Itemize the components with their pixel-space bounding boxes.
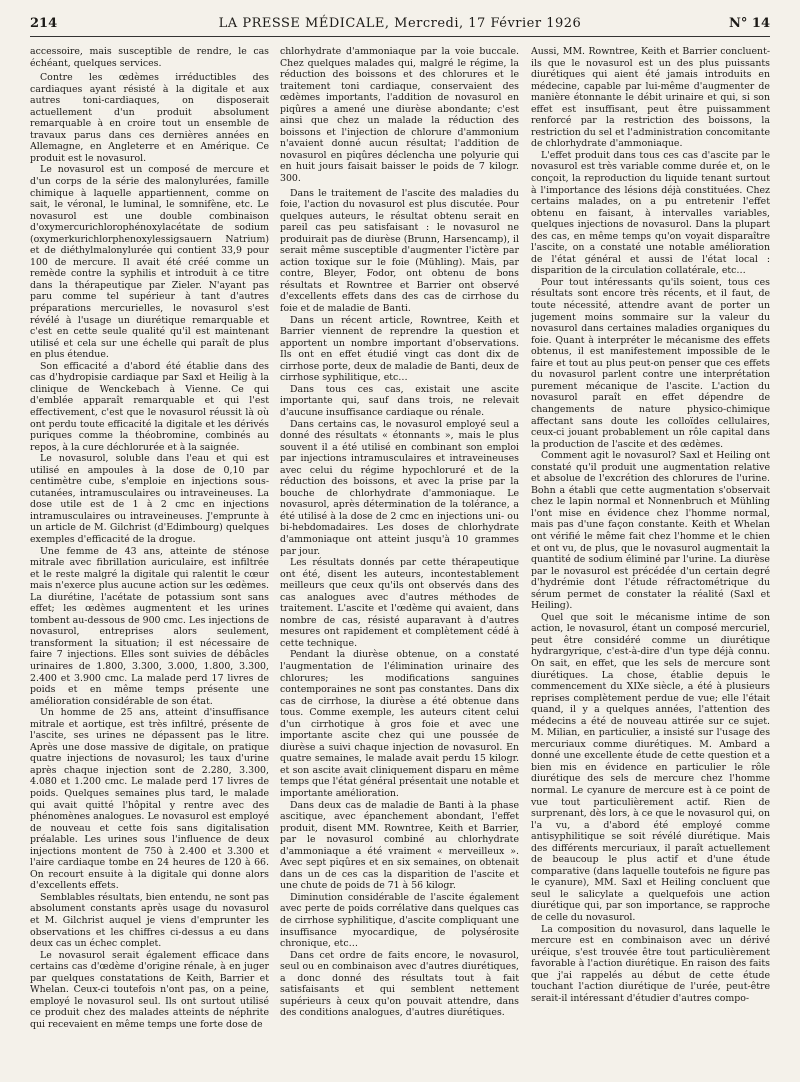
paragraph: Pendant la diurèse obtenue, on a constaté l'augmentation de l'élimination urinaire des chlorures; les modifications sanguines contemporaines ne sont pas constantes. Dans dix cas de cirrhose, la diurèse a été obtenue dans tous. Comme exemple, les auteurs citent celui d'un cirrhotique à gros foie et avec une importante ascite chez qui une poussée de diurèse a suivi chaque injection de novasurol. En quatre semaines, le malade avait perdu 15 kilogr. et son ascite avait cliniquement disparu en même temps que l'état général présentait une notable et importante amélioration.	[280, 649, 519, 799]
text-column-3	[531, 46, 770, 1074]
paragraph: Pour tout intéressants qu'ils soient, tous ces résultats sont encore très récents, et il faut, de toute nécessité, attendre avant de porter un jugement moins sommaire sur la valeur du novasurol dans certaines maladies organiques du foie. Quant à interpréter le mécanisme des effets obtenus, il est manifestement impossible de le faire et tout au plus peut-on penser que ces effets du novasurol parlent contre une interprétation purement mécanique de l'ascite. L'action du novasurol paraît en effet dépendre de changements de nature physico-chimique affectant sans doute les colloïdes cellulaires, ceux-ci jouant probablement un rôle capital dans la production de l'ascite et des œdèmes.	[531, 276, 770, 450]
paragraph: Le novasurol est un composé de mercure et d'un corps de la série des malonylurées, famille chimique à laquelle appartiennent, comme on sait, le véronal, le luminal, le somnifène, etc. Le novasurol est une double combinaison d'oxymercurichlorophénoxylacétate de sodium (oxymerkurichlorphenoxylessigsauern Natrium) et de diéthylmalonylurée qui contient 33,9 pour 100 de mercure. Il avait été créé comme un remède contre la syphilis et introduit à ce titre dans la thérapeutique par Zieler. N'ayant pas paru comme tel supérieur à tant d'autres préparations mercurielles, le novasurol s'est révélé à l'usage un diurétique remarquable et c'est en cette seule qualité qu'il est maintenant utilisé et cela sur une échelle qui paraît de plus en plus étendue.	[30, 164, 269, 361]
paragraph: Dans cet ordre de faits encore, le novasurol, seul ou en combinaison avec d'autres diurétiques, a donc donné des résultats tout à fait satisfaisants et qui semblent nettement supérieurs à ceux qu'on pouvait attendre, dans des conditions analogues, d'autres diurétiques.	[280, 949, 519, 1019]
paragraph: Comment agit le novasurol? Saxl et Heiling ont constaté qu'il produit une augmentation relative et absolue de l'excrétion des chlorures de l'urine. Bohn a établi que cette augmentation s'observait chez le lapin normal et Nonnenbruch et Mühling l'ont mise en évidence chez l'homme normal, mais pas d'une façon constante. Keith et Whelan ont vérifié le même fait chez l'homme et le chien et ont vu, de plus, que le novasurol augmentait la quantité de sodium éliminé par l'urine. La diurèse par le novasurol est précédée d'un certain degré d'hydrémie dont l'étude réfractométrique du sérum permet de constater la réalité (Saxl et Heiling).	[531, 450, 770, 612]
paragraph: Quel que soit le mécanisme intime de son action, le novasurol, étant un composé mercuriel, peut être considéré comme un diurétique hydrargyrique, c'est-à-dire d'un type déjà connu. On sait, en effet, que les sels de mercure sont diurétiques. La chose, établie depuis le commencement du XIXe siècle, a été à plusieurs reprises complètement perdue de vue; elle l'était quand, il y a quelques années, l'attention des médecins a été de nouveau attirée sur ce sujet. M. Milian, en particulier, a insisté sur l'usage des mercuriaux comme diurétiques. M. Ambard a donné une excellente étude de cette question et a bien mis en évidence en particulier le rôle diurétique des sels de mercure chez l'homme normal. Le cyanure de mercure est à ce point de vue tout particulièrement actif. Rien de surprenant, dès lors, à ce que le novasurol qui, on l'a vu, a d'abord été employé comme antisyphilitique se soit révélé diurétique. Mais des différents mercuriaux, il paraît actuellement de beaucoup le plus actif et d'une étude comparative (dans laquelle toutefois ne figure pas le cyanure), MM. Saxl et Heiling concluent que seul le salicylate a quelquefois une action diurétique qui, par son importance, se rapproche de celle du novasurol.	[531, 611, 770, 924]
paragraph: Un homme de 25 ans, atteint d'insuffisance mitrale et aortique, est très infiltré, présente de l'ascite, ses urines ne dépassent pas le litre. Après une dose massive de digitale, on pratique quatre injections de novasurol; les taux d'urine après chaque injection sont de 2.280, 3.300, 4.080 et 1.200 cmc. Le malade perd 17 livres de poids. Quelques semaines plus tard, le malade qui avait quitté l'hôpital y rentre avec des phénomènes analogues. Le novasurol est employé de nouveau et cette fois sans digitalisation préalable. Les urines sous l'influence de deux injections montent de 750 à 2.400 et 3.300 et l'aire cardiaque tombe en 24 heures de 120 à 66. On recourt ensuite à la digitale qui donne alors d'excellents effets.	[30, 707, 269, 892]
paragraph: Son efficacité a d'abord été établie dans des cas d'hydropisie cardiaque par Saxl et Heilig à la clinique de Wenckebach à Vienne. Ce qui d'emblée apparaît remarquable et qui l'est effectivement, c'est que le novasurol réussit là où ont perdu toute efficacité la digitale et les dérivés puriques comme la théobromine, combinés au repos, à la cure déchlorurée et à la saignée.	[30, 360, 269, 453]
paragraph: Les résultats donnés par cette thérapeutique ont été, disent les auteurs, incontestablement meilleurs que ceux qu'ils ont observés dans des cas analogues avec d'autres méthodes de traitement. L'ascite et l'œdème qui avaient, dans nombre de cas, résisté auparavant à d'autres mesures ont rapidement et complètement cédé à cette technique.	[280, 557, 519, 649]
paragraph: Dans tous ces cas, existait une ascite importante qui, sauf dans trois, ne relevait d'aucune insuffisance cardiaque ou rénale.	[280, 383, 519, 418]
paragraph: chlorhydrate d'ammoniaque par la voie buccale. Chez quelques malades qui, malgré le régime, la réduction des boissons et des chlorures et le traitement toni cardiaque, conservaient des œdèmes importants, l'addition de novasurol en piqûres a amené une diurèse abondante; c'est ainsi que chez un malade la réduction des boissons et l'injection de chlorure d'ammonium n'avaient donné aucun résultat; l'addition de novasurol en piqûres déclencha une polyurie qui en huit jours faisait baisser le poids de 7 kilogr. 300.	[280, 46, 519, 185]
paragraph: Aussi, MM. Rowntree, Keith et Barrier concluent-ils que le novasurol est un des plus puissants diurétiques qui aient été jamais introduits en médecine, capable par lui-même d'augmenter de manière étonnante le débit urinaire et qui, si son effet est insuffisant, peut être puissamment renforcé par la restriction des boissons, la restriction du sel et l'administration concomitante de chlorhydrate d'ammoniaque.	[531, 46, 770, 150]
page-header	[30, 14, 770, 37]
journal-running-title: LA PRESSE MÉDICALE, Mercredi, 17 Février 1926	[218, 16, 582, 31]
paragraph: Semblables résultats, bien entendu, ne sont pas absolument constants après usage du novasurol et M. Gilchrist auquel je viens d'emprunter les observations et les chiffres ci-dessus a eu dans deux cas un échec complet.	[30, 891, 269, 950]
paragraph: Contre les œdèmes irréductibles des cardiaques ayant résisté à la digitale et aux autres toni-cardiaques, on disposerait actuellement d'un produit absolument remarquable à en croire tout un ensemble de travaux parus dans ces dernières années en Allemagne, en Angleterre et en Amérique. Ce produit est le novasurol.	[30, 72, 269, 164]
page-number: 214	[30, 16, 58, 31]
paragraph: Une femme de 43 ans, atteinte de sténose mitrale avec fibrillation auriculaire, est infiltrée et le reste malgré la digitale qui ralentit le cœur mais n'exerce plus aucune action sur les œdèmes. La diurétine, l'acétate de potassium sont sans effet; les œdèmes augmentent et les urines tombent au-dessous de 900 cmc. Les injections de novasurol, entreprises alors seulement, transforment la situation; il est nécessaire de faire 7 injections. Elles sont suivies de débâcles urinaires de 1.800, 3.300, 3.000, 1.800, 3.300, 2.400 et 3.900 cmc. La malade perd 17 livres de poids et en même temps présente une amélioration considérable de son état.	[30, 545, 269, 707]
paragraph: Dans un récent article, Rowntree, Keith et Barrier viennent de reprendre la question et apportent un nombre important d'observations. Ils ont en effet étudié vingt cas dont dix de cirrhose porte, deux de maladie de Banti, deux de cirrhose syphilitique, etc…	[280, 314, 519, 384]
paragraph: L'effet produit dans tous ces cas d'ascite par le novasurol est très variable comme durée et, on le conçoit, la reproduction du liquide tenant surtout à l'importance des lésions déjà constituées. Chez certains malades, on a pu entretenir l'effet obtenu en faisant, à intervalles variables, quelques injections de novasurol. Dans la plupart des cas, en même temps qu'on voyait disparaître l'ascite, on a constaté une notable amélioration de l'état général et aussi de l'état local : disparition de la circulation collatérale, etc…	[531, 149, 770, 277]
issue-number: N° 14	[729, 16, 770, 31]
text-column-1	[30, 46, 269, 1074]
paragraph: accessoire, mais susceptible de rendre, le cas échéant, quelques services.	[30, 46, 269, 69]
paragraph: Le novasurol serait également efficace dans certains cas d'œdème d'origine rénale, à en juger par quelques constatations de Keith, Barrier et Whelan. Ceux-ci toutefois n'ont pas, on a peine, employé le novasurol seul. Ils ont surtout utilisé ce produit chez des malades atteints de néphrite qui recevaient en même temps une forte dose de	[30, 949, 269, 1030]
paragraph: Le novasurol, soluble dans l'eau et qui est utilisé en ampoules à la dose de 0,10 par centimètre cube, s'emploie en injections sous-cutanées, intramusculaires ou intraveineuses. La dose utile est de 1 à 2 cmc en injections intramusculaires ou intraveineuses. J'emprunte à un article de M. Gilchrist (d'Edimbourg) quelques exemples d'efficacité de la drogue.	[30, 453, 269, 545]
paragraph: Diminution considérable de l'ascite également avec perte de poids corrélative dans quelques cas de cirrhose syphilitique, d'ascite compliquant une insuffisance myocardique, de polysérosite chronique, etc…	[280, 891, 519, 950]
paragraph: Dans certains cas, le novasurol employé seul a donné des résultats « étonnants », mais le plus souvent il a été utilisé en combinant son emploi par injections intramusculaires et intraveineuses avec celui du régime hypochloruré et de la réduction des boissons, et avec la prise par la bouche de chlorhydrate d'ammoniaque. Le novasurol, après détermination de la tolérance, a été utilisé à la dose de 2 cmc en injections uni- ou bi-hebdomadaires. Les doses de chlorhydrate d'ammoniaque ont atteint jusqu'à 10 grammes par jour.	[280, 418, 519, 557]
paragraph: Dans deux cas de maladie de Banti à la phase ascitique, avec épanchement abondant, l'effet produit, disent MM. Rowntree, Keith et Barrier, par le novasurol combiné au chlorhydrate d'ammoniaque a été vraiment « merveilleux ». Avec sept piqûres et en six semaines, on obtenait dans un de ces cas la disparition de l'ascite et une chute de poids de 71 à 56 kilogr.	[280, 799, 519, 892]
paragraph: La composition du novasurol, dans laquelle le mercure est en combinaison avec un dérivé uréique, s'est trouvée être tout particulièrement favorable à l'action diurétique. En raison des faits que j'ai rappelés au début de cette étude touchant l'action diurétique de l'urée, peut-être serait-il intéressant d'étudier d'autres compo-	[531, 923, 770, 1004]
text-column-2	[280, 46, 519, 1074]
paragraph: Dans le traitement de l'ascite des maladies du foie, l'action du novasurol est plus discutée. Pour quelques auteurs, le résultat obtenu serait en pareil cas peu satisfaisant : le novasurol ne produirait pas de diurèse (Brunn, Harsencamp), il serait même susceptible d'augmenter l'ictère par action toxique sur le foie (Mühling). Mais, par contre, Bleyer, Fodor, ont obtenu de bons résultats et Rowntree et Barrier ont observé d'excellents effets dans des cas de cirrhose du foie et de maladie de Banti.	[280, 187, 519, 315]
